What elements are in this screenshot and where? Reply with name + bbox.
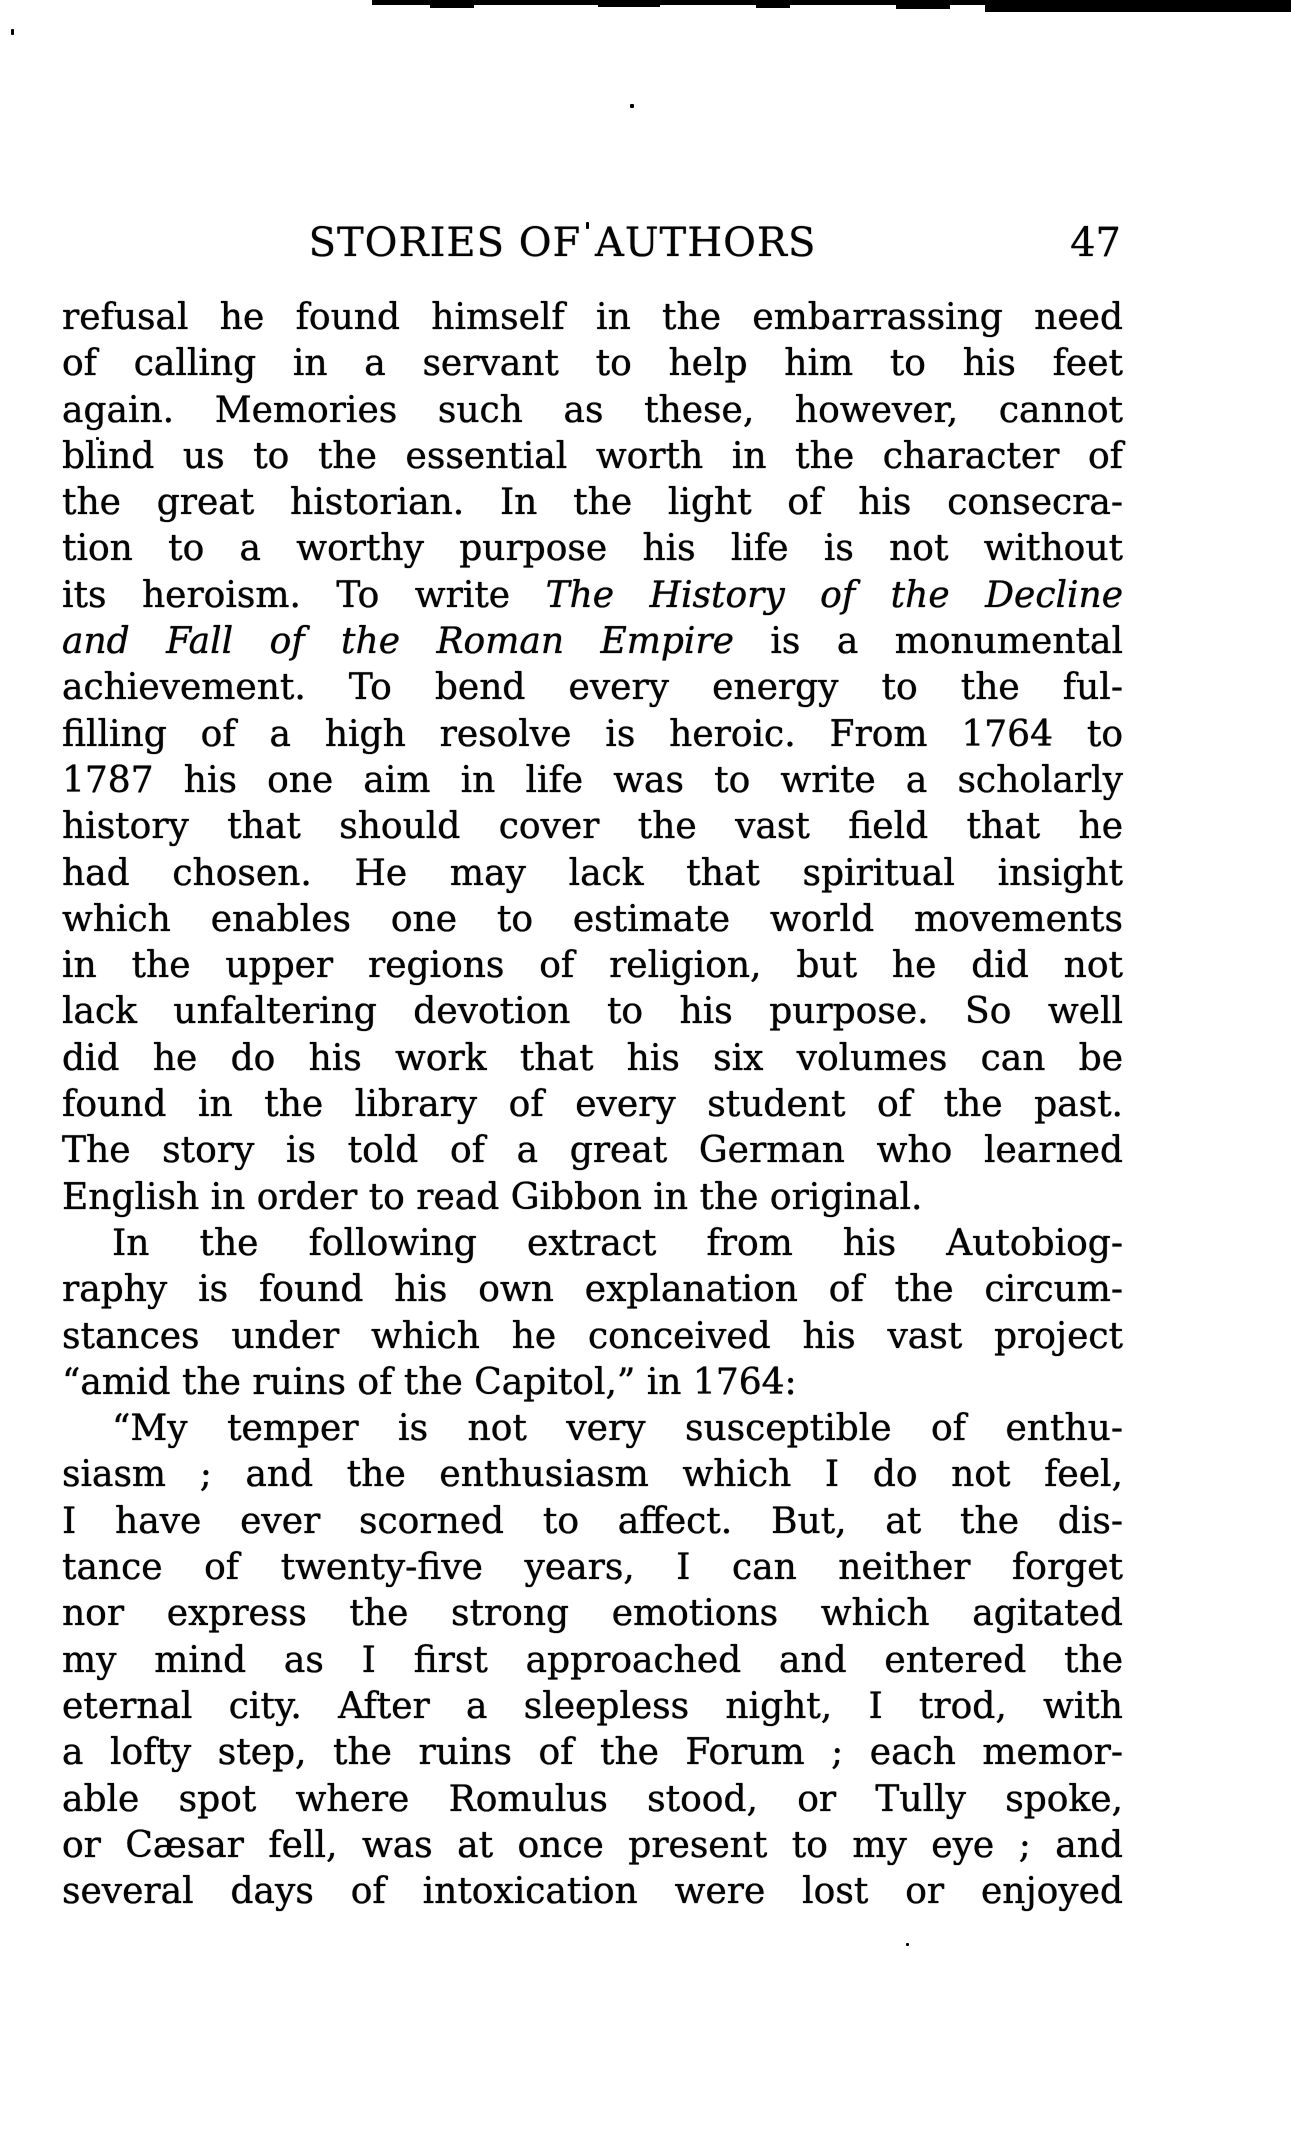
text-segment: “My temper is not very susceptible of enthu- bbox=[112, 1408, 1123, 1450]
text-segment: the great historian. In the light of his consecra- bbox=[62, 482, 1123, 524]
text-line bbox=[62, 1638, 1123, 1684]
text-segment: raphy is found his own explanation of the circum- bbox=[62, 1269, 1123, 1311]
text-segment: a lofty step, the ruins of the Forum ; each memor- bbox=[62, 1732, 1123, 1774]
text-segment: lack unfaltering devotion to his purpose. So well bbox=[62, 991, 1123, 1033]
book-title-italic: The History of the Decline bbox=[545, 574, 1123, 616]
text-segment: or Cæsar fell, was at once present to my eye ; and bbox=[62, 1824, 1123, 1866]
text-segment: 1787 his one aim in life was to write a scholarly bbox=[62, 759, 1123, 801]
text-line bbox=[62, 341, 1123, 387]
text-segment: “amid the ruins of the Capitol,” in 1764: bbox=[62, 1361, 797, 1403]
text-segment: in the upper regions of religion, but he did not bbox=[62, 945, 1123, 987]
text-segment: its heroism. To write bbox=[62, 574, 546, 616]
text-segment: my mind as I first approached and entered the bbox=[62, 1639, 1123, 1681]
text-line bbox=[62, 1730, 1123, 1776]
text-segment: refusal he found himself in the embarrassing need bbox=[62, 297, 1123, 338]
text-line bbox=[62, 1360, 1123, 1406]
text-segment: did he do his work that his six volumes can be bbox=[62, 1037, 1123, 1079]
text-line bbox=[62, 989, 1123, 1035]
running-header bbox=[62, 219, 1123, 267]
text-line bbox=[62, 804, 1123, 850]
scan-artifact-bar bbox=[598, 0, 660, 7]
scan-speck bbox=[906, 1943, 909, 1946]
text-segment: which enables one to estimate world movements bbox=[62, 898, 1123, 940]
text-line bbox=[62, 897, 1123, 943]
text-segment: filling of a high resolve is heroic. From 1764 to bbox=[62, 713, 1123, 755]
text-line bbox=[62, 1406, 1123, 1452]
text-line bbox=[62, 480, 1123, 526]
text-line bbox=[62, 1777, 1123, 1823]
text-line bbox=[62, 1314, 1123, 1360]
text-segment: siasm ; and the enthusiasm which I do not feel, bbox=[62, 1454, 1123, 1496]
text-segment: tance of twenty-five years, I can neither forget bbox=[62, 1547, 1123, 1589]
text-line bbox=[62, 712, 1123, 758]
text-line bbox=[62, 388, 1123, 434]
text-line bbox=[62, 1545, 1123, 1591]
text-line bbox=[62, 1499, 1123, 1545]
text-line bbox=[62, 526, 1123, 572]
text-segment: The story is told of a great German who learned bbox=[62, 1130, 1123, 1172]
text-line bbox=[62, 1267, 1123, 1313]
text-segment: had chosen. He may lack that spiritual insight bbox=[62, 852, 1123, 894]
text-segment: stances under which he conceived his vast project bbox=[62, 1315, 1123, 1357]
text-segment: history that should cover the vast field that he bbox=[62, 806, 1123, 848]
text-block bbox=[62, 295, 1123, 1915]
text-line bbox=[62, 665, 1123, 711]
text-line bbox=[62, 1221, 1123, 1267]
book-title-italic: and Fall of the Roman Empire bbox=[62, 621, 734, 663]
text-segment: eternal city. After a sleepless night, I trod, with bbox=[62, 1685, 1123, 1727]
text-line bbox=[62, 1175, 1123, 1221]
text-segment: able spot where Romulus stood, or Tully spoke, bbox=[62, 1778, 1123, 1820]
text-line bbox=[62, 1591, 1123, 1637]
text-segment: English in order to read Gibbon in the original. bbox=[62, 1176, 923, 1218]
text-segment: nor express the strong emotions which agitated bbox=[62, 1593, 1123, 1635]
scan-speck bbox=[11, 29, 14, 35]
text-segment: In the following extract from his Autobiog- bbox=[112, 1222, 1123, 1264]
text-segment: I have ever scorned to affect. But, at the dis- bbox=[62, 1500, 1123, 1542]
text-line bbox=[62, 573, 1123, 619]
text-line bbox=[62, 1036, 1123, 1082]
text-line bbox=[62, 1869, 1123, 1915]
text-segment: tion to a worthy purpose his life is not without bbox=[62, 528, 1123, 570]
page-number: 47 bbox=[1070, 220, 1121, 266]
text-line bbox=[62, 758, 1123, 804]
text-line bbox=[62, 1452, 1123, 1498]
text-segment: again. Memories such as these, however, cannot bbox=[62, 389, 1123, 431]
scan-artifact-bar bbox=[756, 0, 790, 8]
text-line bbox=[62, 295, 1123, 341]
text-line bbox=[62, 1684, 1123, 1730]
text-segment: is a monumental bbox=[733, 621, 1123, 663]
text-line bbox=[62, 1128, 1123, 1174]
text-segment: found in the library of every student of the past. bbox=[62, 1084, 1123, 1126]
scan-artifact-bar bbox=[985, 0, 1291, 12]
text-line bbox=[62, 1082, 1123, 1128]
scan-artifact-bar bbox=[430, 0, 474, 8]
scan-artifact-bar bbox=[896, 0, 950, 9]
text-line bbox=[62, 1823, 1123, 1869]
text-segment: blind us to the essential worth in the character of bbox=[62, 435, 1123, 477]
text-line bbox=[62, 943, 1123, 989]
page-title: STORIES OF AUTHORS bbox=[308, 220, 817, 266]
text-line bbox=[62, 619, 1123, 665]
text-segment: achievement. To bend every energy to the ful- bbox=[62, 667, 1123, 709]
text-line bbox=[62, 851, 1123, 897]
text-segment: several days of intoxication were lost or enjoyed bbox=[62, 1871, 1123, 1913]
text-line bbox=[62, 434, 1123, 480]
text-segment: of calling in a servant to help him to his feet bbox=[62, 343, 1123, 385]
scan-speck bbox=[630, 104, 634, 108]
